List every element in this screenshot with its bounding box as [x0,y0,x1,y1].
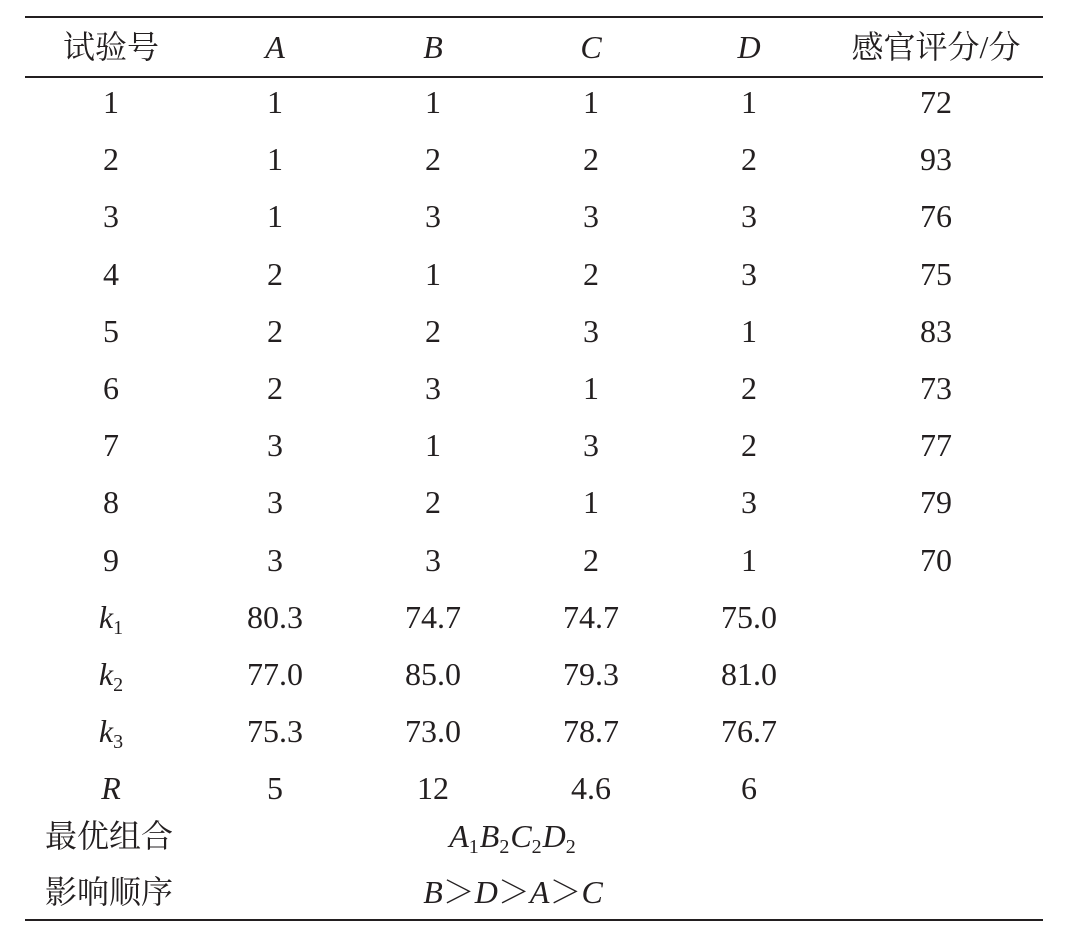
optimal-factor-letter: C [510,818,532,854]
table-cell-b: 1 [425,427,441,463]
stat-value-c: 4.6 [571,770,611,806]
table-cell-no: 8 [103,484,119,520]
optimal-combination-label: 最优组合 [45,818,174,854]
table-cell-c: 2 [583,542,599,578]
header-factor-d: D [737,29,761,65]
table-cell-d: 1 [741,542,757,578]
table-cell-d: 1 [741,84,757,120]
table-cell-c: 2 [583,141,599,177]
table-cell-a: 1 [267,141,283,177]
table-cell-score: 83 [920,313,952,349]
stat-value-a: 5 [267,770,283,806]
table-cell-b: 1 [425,84,441,120]
table-cell-d: 2 [741,427,757,463]
greater-than-sign: ＞ [549,874,582,910]
influence-order-label: 影响顺序 [45,874,174,910]
table-cell-score: 73 [920,370,952,406]
table-cell-score: 75 [920,256,952,292]
greater-than-sign: ＞ [442,874,475,910]
stat-value-d: 6 [741,770,757,806]
table-cell-b: 3 [425,370,441,406]
stat-label [45,656,177,696]
stat-value-c: 79.3 [563,656,619,692]
table-cell-no: 3 [103,198,119,234]
table-cell-score: 93 [920,141,952,177]
table-cell-b: 3 [425,198,441,234]
table-cell-b: 3 [425,542,441,578]
stat-symbol: k [98,656,114,692]
stat-symbol: R [101,770,121,806]
table-cell-d: 2 [741,370,757,406]
order-factor-letter: D [474,874,498,910]
table-cell-a: 3 [267,427,283,463]
table-cell-b: 2 [425,484,441,520]
optimal-combination-value [393,818,633,858]
order-factor-letter: A [529,874,550,910]
table-cell-score: 72 [920,84,952,120]
stat-value-c: 74.7 [563,599,619,635]
stat-value-d: 75.0 [721,599,777,635]
stat-value-a: 75.3 [247,713,303,749]
table-cell-no: 6 [103,370,119,406]
table-cell-c: 2 [583,256,599,292]
table-cell-c: 3 [583,427,599,463]
optimal-factor-letter: D [542,818,566,854]
stat-label [45,713,177,753]
stat-subscript: 3 [113,731,124,753]
optimal-factor-level: 1 [468,836,479,858]
table-cell-c: 1 [583,484,599,520]
table-cell-a: 3 [267,484,283,520]
optimal-factor-level: 2 [499,836,510,858]
stat-symbol: k [98,713,114,749]
table-cell-c: 1 [583,370,599,406]
optimal-factor-letter: B [479,818,500,854]
table-cell-no: 5 [103,313,119,349]
stat-subscript: 1 [113,617,124,639]
table-cell-score: 77 [920,427,952,463]
table-cell-no: 4 [103,256,119,292]
stat-symbol: k [98,599,114,635]
header-rule [25,76,1043,78]
order-factor-letter: C [581,874,603,910]
header-sensory-score: 感官评分/分 [851,29,1021,65]
stat-subscript: 2 [113,674,124,696]
table-cell-a: 2 [267,313,283,349]
table-cell-d: 1 [741,313,757,349]
stat-value-b: 74.7 [405,599,461,635]
stat-value-a: 80.3 [247,599,303,635]
stat-value-d: 81.0 [721,656,777,692]
optimal-factor-letter: A [449,818,469,854]
table-cell-no: 2 [103,141,119,177]
stat-label [45,772,177,804]
table-cell-b: 2 [425,141,441,177]
table-cell-c: 3 [583,198,599,234]
table-cell-c: 1 [583,84,599,120]
header-factor-a: A [265,29,285,65]
table-cell-no: 7 [103,427,119,463]
table-cell-d: 2 [741,141,757,177]
top-rule [25,16,1043,18]
stat-value-b: 12 [417,770,449,806]
table-cell-score: 76 [920,198,952,234]
optimal-factor-level: 2 [565,836,576,858]
table-cell-b: 1 [425,256,441,292]
table-cell-a: 1 [267,198,283,234]
table-cell-b: 2 [425,313,441,349]
table-cell-no: 9 [103,542,119,578]
table-cell-a: 2 [267,256,283,292]
table-cell-d: 3 [741,256,757,292]
influence-order-value [373,876,653,908]
header-factor-c: C [580,29,602,65]
stat-label [45,599,177,639]
table-cell-a: 2 [267,370,283,406]
table-cell-c: 3 [583,313,599,349]
stat-value-d: 76.7 [721,713,777,749]
stat-value-c: 78.7 [563,713,619,749]
table-cell-d: 3 [741,198,757,234]
optimal-factor-level: 2 [531,836,542,858]
table-cell-a: 1 [267,84,283,120]
table-cell-a: 3 [267,542,283,578]
bottom-rule [25,919,1043,921]
table-cell-no: 1 [103,84,119,120]
table-cell-score: 79 [920,484,952,520]
table-cell-d: 3 [741,484,757,520]
greater-than-sign: ＞ [497,874,530,910]
header-trial-number: 试验号 [62,29,159,65]
header-factor-b: B [423,29,443,65]
stat-value-b: 85.0 [405,656,461,692]
order-factor-letter: B [423,874,443,910]
stat-value-b: 73.0 [405,713,461,749]
table-cell-score: 70 [920,542,952,578]
stat-value-a: 77.0 [247,656,303,692]
